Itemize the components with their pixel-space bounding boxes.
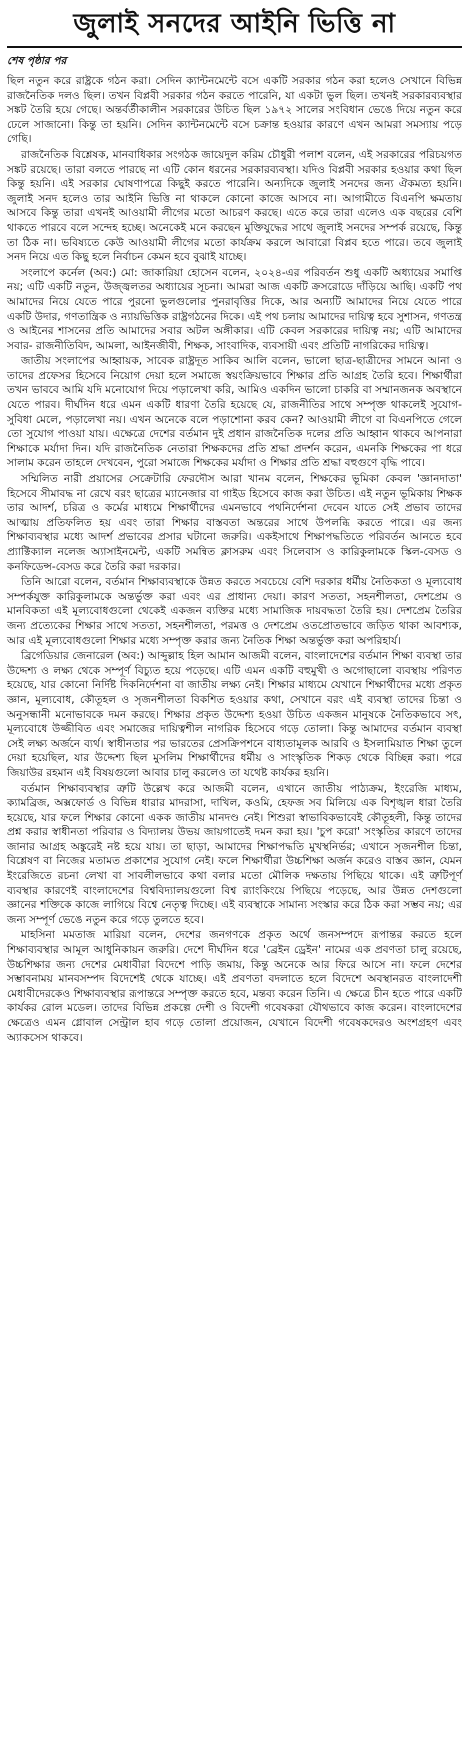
article-paragraph: তিনি আরো বলেন, বর্তমান শিক্ষাব্যবস্থাকে উন্নত করতে সবচেয়ে বেশি দরকার ধর্মীয় নৈতিকতা ও মূল্যবোধ সম্পর্কযুক্ত কারিকুলামকে অন্তর্ভুক্ত করা এবং এর প্রাধান্য দেয়া। কারণ সততা, সহনশীলতা, দেশপ্রেম ও মানবিকতা এই মূল্যবোধগুলো থেকেই একজন ব্যক্তির মধ্যে সামাজিক দায়বদ্ধতা তৈরি হয়। দেশপ্রেম তৈরির জন্য প্রত্যেকের শিক্ষার সাথে সততা, সহনশীলতা, পরমত্ত ও দেশপ্রেম ওতপ্রোতভাবে জড়িত থাকা আবশ্যক, আর এই মূল্যবোধগুলো শিক্ষার মধ্যে সম্পৃক্ত করার জন্য নৈতিক শিক্ষা অন্তর্ভুক্ত করা অপরিহার্য।: [7, 576, 462, 647]
continued-from-label: শেষ পৃষ্ঠার পর: [7, 55, 67, 67]
article-paragraph: জাতীয় সংলাপের আহ্বায়ক, সাবেক রাষ্ট্রদূত সাকিব আলি বলেন, ভালো ছাত্র-ছাত্রীদের সামনে আনা ও তাদের প্রফেসর হিসেবে নিয়োগ দেয়া হলে সমাজে স্বয়ংক্রিয়ভাবে শিক্ষার প্রতি আগ্রহ তৈরি হবে। শিক্ষার্থীরা তখন ভাববে আমি যদি মনোযোগ দিয়ে পড়ালেখা করি, আমিও একদিন ভালো চাকরি বা সম্মানজনক অবস্থানে যেতে পারব। দীর্ঘদিন ধরে এমন একটি ধারণা তৈরি হয়েছে যে, রাজনীতির সাথে সম্পৃক্ত থাকলেই সুযোগ-সুবিধা মেলে, পড়ালেখা নয়। এখন অনেকে বলে পড়াশোনা করব কেন? আওয়ামী লীগে বা বিএনপিতে গেলে তো সুযোগ পাওয়া যায়। এক্ষেত্রে দেশের বর্তমান দুই প্রধান রাজনৈতিক দলের প্রতি আহ্বান থাকবে আপনারা শিক্ষাকে মর্যাদা দিন। যদি রাজনৈতিক নেতারা শিক্ষকদের প্রতি শ্রদ্ধা প্রদর্শন করেন, এমনকি শিক্ষকের পা ধরে সালাম করেন তাহলে দেখবেন, পুরো সমাজে শিক্ষকের মর্যাদা ও শিক্ষার প্রতি শ্রদ্ধা বহুগুণে বৃদ্ধি পাবে।: [7, 355, 462, 470]
article-paragraph: মাহসিনা মমতাজ মারিয়া বলেন, দেশের জনগণকে প্রকৃত অর্থে জনসম্পদে রূপান্তর করতে হলে শিক্ষাব্যবস্থার আমূল আধুনিকায়ন জরুরি। দেশে দীর্ঘদিন ধরে 'ব্রেইন ড্রেইন' নামের এক প্রবণতা চালু রয়েছে, উচ্চশিক্ষার জন্য দেশের মেধাবীরা বিদেশে পাড়ি জমায়, কিন্তু অনেকে আর ফিরে আসে না। ফলে দেশের সম্ভাবনাময় মানবসম্পদ বিদেশেই থেকে যাচ্ছে। এই প্রবণতা বদলাতে হলে বিদেশে অবস্থানরত বাংলাদেশী মেধাবীদেরকেও শিক্ষাব্যবস্থার রূপান্তরে সম্পৃক্ত করতে হবে, মন্তব্য করেন তিনি। এ ক্ষেত্রে চীন হতে পারে একটি কার্যকর রোল মডেল। তাদের বিভিন্ন প্রকল্পে দেশী ও বিদেশী গবেষকরা যৌথভাবে কাজ করেন। বাংলাদেশের ক্ষেত্রেও এমন গ্লোবাল সেন্ট্রাল হাব গড়ে তোলা প্রয়োজন, যেখানে বিদেশী গবেষকদেরও অংশগ্রহণ এবং অ্যাকসেস থাকবে।: [7, 929, 462, 1044]
article-paragraph: ছিল নতুন করে রাষ্ট্রকে গঠন করা। সেদিন ক্যান্টনমেন্টে বসে একটি সরকার গঠন করা হলেও সেখানে বিভিন্ন রাজনৈতিক দলও ছিল। তখন বিপ্লবী সরকার গঠন করতে পারেনি, যা একটা ভুল ছিল। তখনই সরকারব্যবস্থার সঙ্কট তৈরি হয়ে গেছে। অন্তর্বর্তীকালীন সরকারের উচিত ছিল ১৯৭২ সালের সংবিধান ভেঙে দিয়ে নতুন করে ঢেলে সাজানো। কিন্তু তা হয়নি। সেদিন ক্যান্টনমেন্টে বসে চক্রান্ত হওয়ার কারণে এখন আমরা সমস্যায় পড়ে গেছি।: [7, 75, 462, 146]
headline: জুলাই সনদের আইনি ভিত্তি না: [73, 9, 396, 39]
article-paragraph: সম্মিলিত নারী প্রয়াসের সেক্রেটারি ফেরদৌস আরা খানম বলেন, শিক্ষকের ভূমিকা কেবল 'জ্ঞানদাতা' হিসেবে সীমাবদ্ধ না রেখে বরং ছাত্রের ম্যানেজার বা গাইড হিসেবে কাজ করা উচিত। এই নতুন ভূমিকায় শিক্ষক তার আদর্শ, চরিত্র ও কর্মের মাধ্যমে শিক্ষার্থীদের এমনভাবে পথনির্দেশনা দেবেন যাতে সেই প্রভাব তাদের আত্মায় প্রতিফলিত হয় এবং তারা শিক্ষার বাস্তবতা অন্তরের সাথে উপলব্ধি করতে পারে। এর জন্য শিক্ষাব্যবস্থার মধ্যে আদর্শ প্রভাবের প্রসার ঘটানো জরুরি। একইসাথে শিক্ষাপদ্ধতিতে পরিবর্তন আনতে হবে প্র্যাক্টিক্যাল নলেজ অ্যাসাইনমেন্ট, একটি সমন্বিত ক্লাসরুম এবং সিলেবাস ও কারিকুলামকে স্কিল-বেসড ও কনফিডেন্স-বেসড করে তৈরি করা দরকার।: [7, 473, 462, 573]
headline-rule: [7, 46, 462, 48]
article-paragraph: রাজনৈতিক বিশ্লেষক, মানবাধিকার সংগঠক জায়েদুল করিম চৌধুরী পলাশ বলেন, এই সরকারের পরিচয়গত সঙ্কট রয়েছে। তারা বলতে পারছে না এটি কোন ধরনের সরকারব্যবস্থা। যদিও বিপ্লবী সরকার হওয়ার কথা ছিল কিন্তু হয়নি। এই সরকার ঘোষণাপত্রে কিছুই করতে পারেনি। অন্যদিকে জুলাই সনদের জন্য ঐকমত্য হয়নি। জুলাই সনদ হলেও তার আইনি ভিত্তি না থাকলে কোনো কাজে আসবে না। আগামীতে বিএনপি ক্ষমতায় আসবে কিন্তু তারা এখনই আওয়ামী লীগের মতো আচরণ করছে। এতে করে তারা এলেও এক বছরের বেশি থাকতে পারবে বলে সন্দেহ হচ্ছে। অনেকেই মনে করছেন মুক্তিযুদ্ধের সাথে জুলাই সনদের সম্পর্ক রয়েছে, কিন্তু তা ঠিক না। ভবিষ্যতে কেউ আওয়ামী লীগের মতো কার্যক্রম করলে আবারো বিপ্লব হতে পারে। তবে জুলাই সনদ নিয়ে এত কিছু হলে নির্বাচন কেমন হবে বুঝাই যাচ্ছে।: [7, 148, 462, 264]
article-paragraph: ব্রিগেডিয়ার জেনারেল (অব:) আব্দুল্লাহ হিল আমান আজমী বলেন, বাংলাদেশের বর্তমান শিক্ষা ব্যবস্থা তার উদ্দেশ্য ও লক্ষ্য থেকে সম্পূর্ণ বিচ্যুত হয়ে পড়েছে। এটি এমন একটি বহুমুখী ও অগোছালো ব্যবস্থায় পরিণত হয়েছে, যার কোনো নির্দিষ্ট দিকনির্দেশনা বা জাতীয় লক্ষ্য নেই। শিক্ষার মাধ্যমে যেখানে শিক্ষার্থীদের মধ্যে প্রকৃত জ্ঞান, মূল্যবোধ, কৌতূহল ও সৃজনশীলতা বিকশিত হওয়ার কথা, সেখানে বরং এই ব্যবস্থা তাদের চিন্তা ও অনুসন্ধানী মনোভাবকে দমন করছে। শিক্ষার প্রকৃত উদ্দেশ্য হওয়া উচিত একজন মানুষকে নৈতিকভাবে সৎ, মূল্যবোধে উজ্জীবিত এবং সমাজের দায়িত্বশীল নাগরিক হিসেবে গড়ে তোলা। কিন্তু আমাদের বর্তমান ব্যবস্থা সেই লক্ষ্য অর্জনে ব্যর্থ। স্বাধীনতার পর ভারতের প্রেসক্রিপশনে বাধ্যতামূলক আরবি ও ইসলামিয়াত শিক্ষা তুলে দেয়া হয়েছিল, যার উদ্দেশ্য ছিল মুসলিম শিক্ষার্থীদের ধর্মীয় ও সাংস্কৃতিক শিকড় থেকে বিচ্ছিন্ন করা। পরে জিয়াউর রহমান এই বিষয়গুলো আবার চালু করলেও তা যথেষ্ট কার্যকর হয়নি।: [7, 650, 462, 779]
article-paragraph: বর্তমান শিক্ষাব্যবস্থার ত্রুটি উল্লেখ করে আজমী বলেন, এখানে জাতীয় পাঠ্যক্রম, ইংরেজি মাধ্যম, ক্যামব্রিজ, অক্সফোর্ড ও বিভিন্ন ধারার মাদরাসা, দাখিল, কওমি, হেফজ সব মিলিয়ে এক বিশৃঙ্খল ধারা তৈরি হয়েছে, যার ফলে শিক্ষার কোনো একক জাতীয় মানদণ্ড নেই। শিশুরা স্বাভাবিকভাবেই কৌতূহলী, কিন্তু তাদের প্রশ্ন করার স্বাধীনতা পরিবার ও বিদ্যালয় উভয় জায়গাতেই দমন করা হয়। 'চুপ করো' সংস্কৃতির কারণে তাদের জানার আগ্রহ অঙ্কুরেই নষ্ট হয়ে যায়। তা ছাড়া, আমাদের শিক্ষাপদ্ধতি মুখস্থনির্ভর; এখানে সৃজনশীল চিন্তা, বিশ্লেষণ বা নিজের মতামত প্রকাশের সুযোগ নেই। ফলে শিক্ষার্থীরা উচ্চশিক্ষা অর্জন করেও বাস্তব জ্ঞান, যেমন ইংরেজিতে রচনা লেখা বা সাবলীলভাবে কথা বলার মতো মৌলিক দক্ষতায় পিছিয়ে থাকে। এই ত্রুটিপূর্ণ ব্যবস্থার কারণেই বাংলাদেশের বিশ্ববিদ্যালয়গুলো বিশ্ব র‍্যাংকিংয়ে পিছিয়ে পড়েছে, আর উন্নত দেশগুলো জ্ঞানের শক্তিকে কাজে লাগিয়ে বিশ্বে নেতৃত্ব দিচ্ছে। এই ব্যবস্থাকে সামান্য সংস্কার করে ঠিক করা সম্ভব নয়; এর জন্য সম্পূর্ণ ভেঙে নতুন করে গড়ে তুলতে হবে।: [7, 782, 462, 926]
article-paragraph: সংলাপে কর্নেল (অব:) মো: জাকারিয়া হোসেন বলেন, ২০২৪-এর পরিবর্তন শুধু একটি অধ্যায়ের সমাপ্তি নয়; এটি একটি নতুন, উজ্জ্বলতর অধ্যায়ের সূচনা। আমরা আজ একটি ক্রসরোডে দাঁড়িয়ে আছি। একটি পথ আমাদের নিয়ে যেতে পারে পুরনো ভুলগুলোর পুনরাবৃত্তির দিকে, আর অন্যটি আমাদের নিয়ে যেতে পারে একটি উদার, গণতান্ত্রিক ও ন্যায়ভিত্তিক রাষ্ট্রগঠনের দিকে। এই পথ চলায় আমাদের দায়িত্ব হবে সুশাসন, গণতন্ত্র ও আইনের শাসনের প্রতি আমাদের সবার অটল অঙ্গীকার। এটি কেবল সরকারের দায়িত্ব নয়; এটি আমাদের সবার- রাজনীতিবিদ, আমলা, আইনজীবী, শিক্ষক, সাংবাদিক, ব্যবসায়ী এবং প্রতিটি নাগরিকের দায়িত্ব।: [7, 266, 462, 352]
article-body: [7, 74, 462, 1045]
